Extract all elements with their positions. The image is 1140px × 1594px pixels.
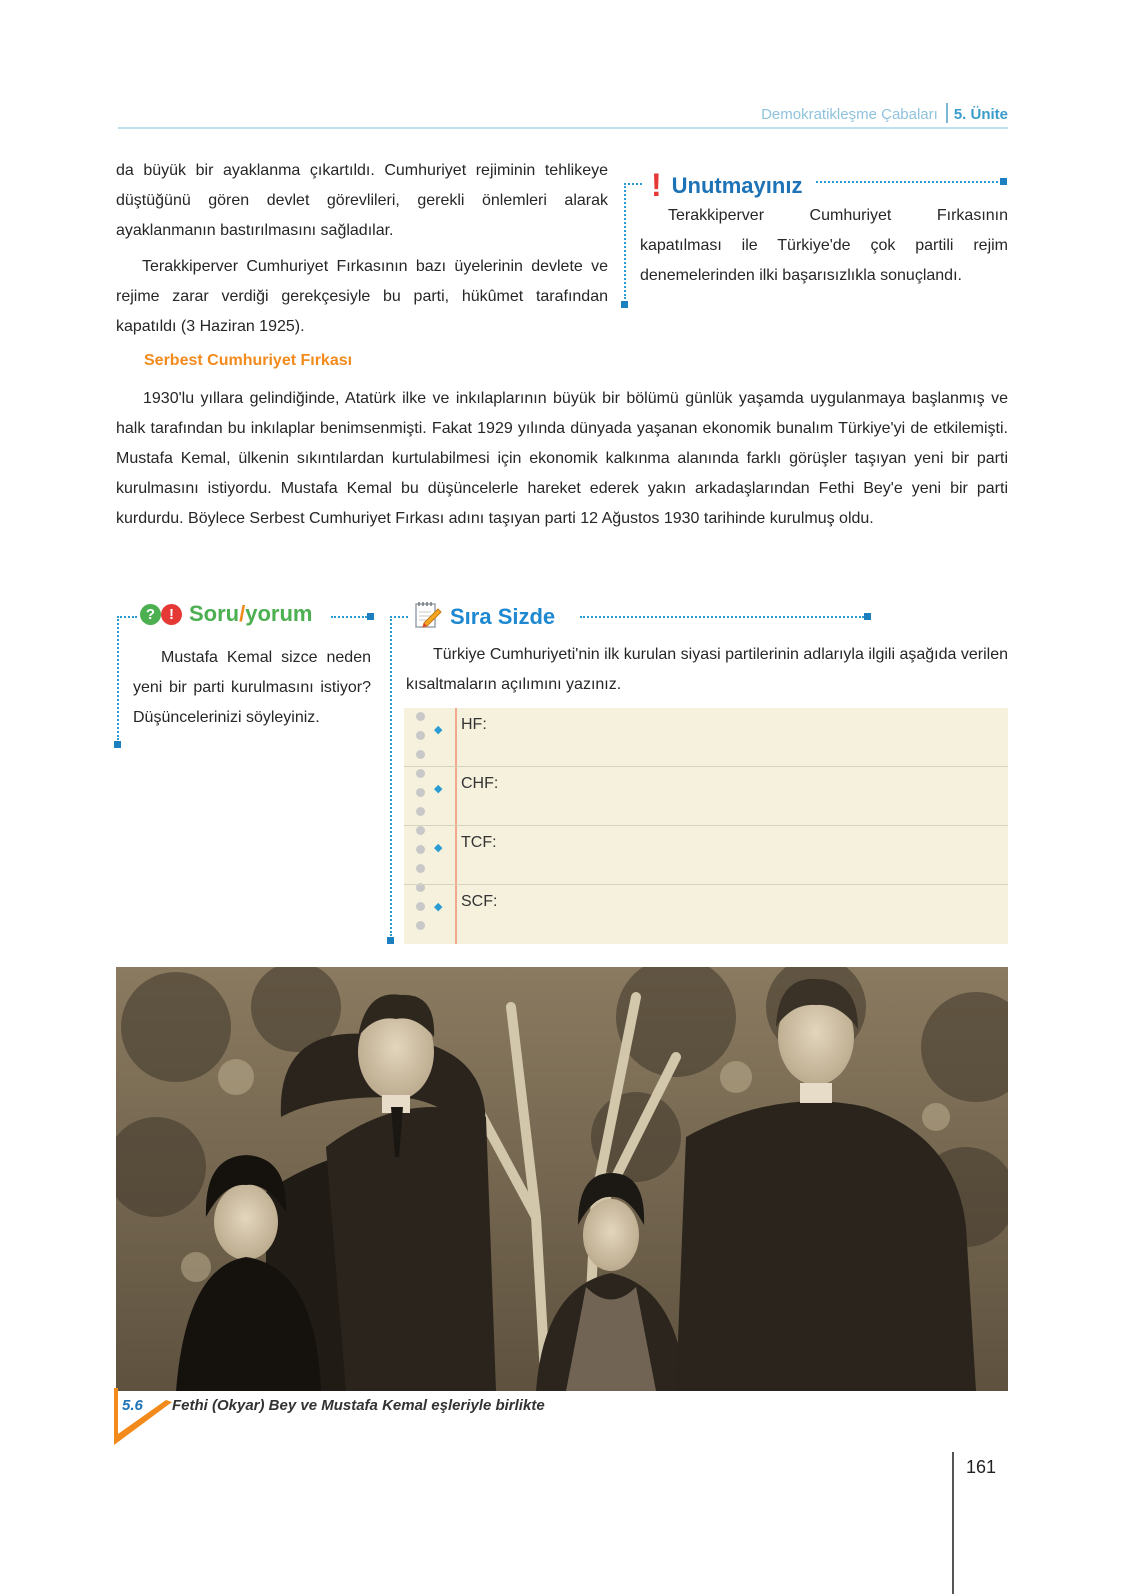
reminder-frame-top-left: [624, 183, 642, 185]
notebook-answer-sheet: [404, 708, 1008, 944]
question-title: [140, 601, 313, 627]
question-frame-top-left: [117, 616, 137, 618]
answer-row-tcf[interactable]: [404, 826, 1008, 885]
historical-photograph: [116, 967, 1008, 1391]
reminder-text: Terakkiperver Cumhuriyet Fırkasının kapatılması ile Türkiye'de çok partili rejim denemelerinden ilki başarısızlıkla sonuçlandı.: [640, 207, 1008, 284]
diamond-bullet-icon: ◆: [434, 783, 443, 795]
answer-label: SCF:: [461, 893, 498, 910]
answer-label: TCF:: [461, 834, 497, 851]
question-frame-left: [117, 616, 119, 740]
question-text: Mustafa Kemal sizce neden yeni bir parti kurulmasını istiyor? Düşüncelerinizi söyleyiniz.: [133, 649, 371, 726]
exclamation-icon: !: [651, 167, 662, 203]
question-frame-corner: [114, 741, 121, 748]
reminder-title-rule: [816, 181, 1002, 183]
figure-caption: Fethi (Okyar) Bey ve Mustafa Kemal eşleriyle birlikte: [172, 1397, 545, 1414]
answer-label: CHF:: [461, 775, 499, 792]
reminder-title-rule-end: [1000, 178, 1007, 185]
diamond-bullet-icon: ◆: [434, 842, 443, 854]
section-paragraph: 1930'lu yıllara gelindiğinde, Atatürk ilke ve inkılaplarının büyük bir bölümü günlük yaşamda uygulanmaya başlanmış ve halk tarafından bu inkılaplar benimsenmişti. Fakat 1929 yılında dünyada yaşanan ekonomik bunalım Türkiye'yi de etkilemişti. Mustafa Kemal, ülkenin sıkıntılardan kurtulabilmesi için ekonomik kalkınma alanında farklı görüşler taşıyan yeni bir parti kurulmasını istiyordu. Mustafa Kemal bu düşüncelerle hareket ederek yakın arkadaşlarından Fethi Bey'e yeni bir parti kurdurdu. Böylece Serbest Cumhuriyet Fırkası adını taşıyan parti 12 Ağustos 1930 tarihinde kurulmuş oldu.: [116, 390, 1008, 527]
question-title-slash: /: [239, 601, 246, 626]
activity-title-rule: [580, 616, 864, 618]
activity-title: [414, 601, 555, 630]
activity-title-text: Sıra Sizde: [450, 604, 556, 629]
reminder-title-text: Unutmayınız: [671, 173, 803, 198]
diamond-bullet-icon: ◆: [434, 901, 443, 913]
reminder-title: [651, 167, 802, 204]
activity-frame-left: [390, 616, 392, 936]
header-divider: [946, 103, 948, 123]
answer-row-hf[interactable]: [404, 708, 1008, 767]
activity-title-rule-end: [864, 613, 871, 620]
figure-number: 5.6: [122, 1397, 143, 1414]
intro-paragraph-2: Terakkiperver Cumhuriyet Fırkasının bazı üyelerinin devlete ve rejime zarar verdiği gerekçesiyle bu parti, hükûmet tarafından kapatıldı (3 Haziran 1925).: [116, 258, 608, 335]
question-mark-icon: ?: [140, 604, 161, 625]
running-header: [118, 103, 1008, 129]
pencil-notebook-icon: [414, 601, 442, 629]
activity-frame-top-left: [390, 616, 408, 618]
question-title-part1: Soru: [189, 601, 240, 626]
answer-row-scf[interactable]: [404, 885, 1008, 944]
page-number: 161: [966, 1457, 997, 1477]
question-title-part2: yorum: [245, 601, 313, 626]
question-title-rule: [331, 616, 367, 618]
unit-label: 5. Ünite: [953, 106, 1008, 123]
page-number-divider: [952, 1452, 954, 1594]
answer-row-chf[interactable]: [404, 767, 1008, 826]
chapter-title: Demokratikleşme Çabaları: [761, 106, 938, 123]
question-title-rule-end: [367, 613, 374, 620]
reminder-frame-corner: [621, 301, 628, 308]
exclamation-badge-icon: !: [161, 604, 182, 625]
activity-instruction: Türkiye Cumhuriyeti'nin ilk kurulan siyasi partilerinin adlarıyla ilgili aşağıda verilen kısaltmaların açılımını yazınız.: [406, 646, 1008, 693]
intro-paragraph-1: da büyük bir ayaklanma çıkartıldı. Cumhuriyet rejiminin tehlikeye düştüğünü gören devlet görevlileri, gerekli önlemleri alarak ayaklanmanın bastırılmasını sağladılar.: [116, 162, 608, 239]
reminder-frame-left: [624, 183, 626, 299]
answer-label: HF:: [461, 716, 487, 733]
diamond-bullet-icon: ◆: [434, 724, 443, 736]
activity-frame-corner: [387, 937, 394, 944]
section-heading: Serbest Cumhuriyet Fırkası: [144, 352, 353, 369]
